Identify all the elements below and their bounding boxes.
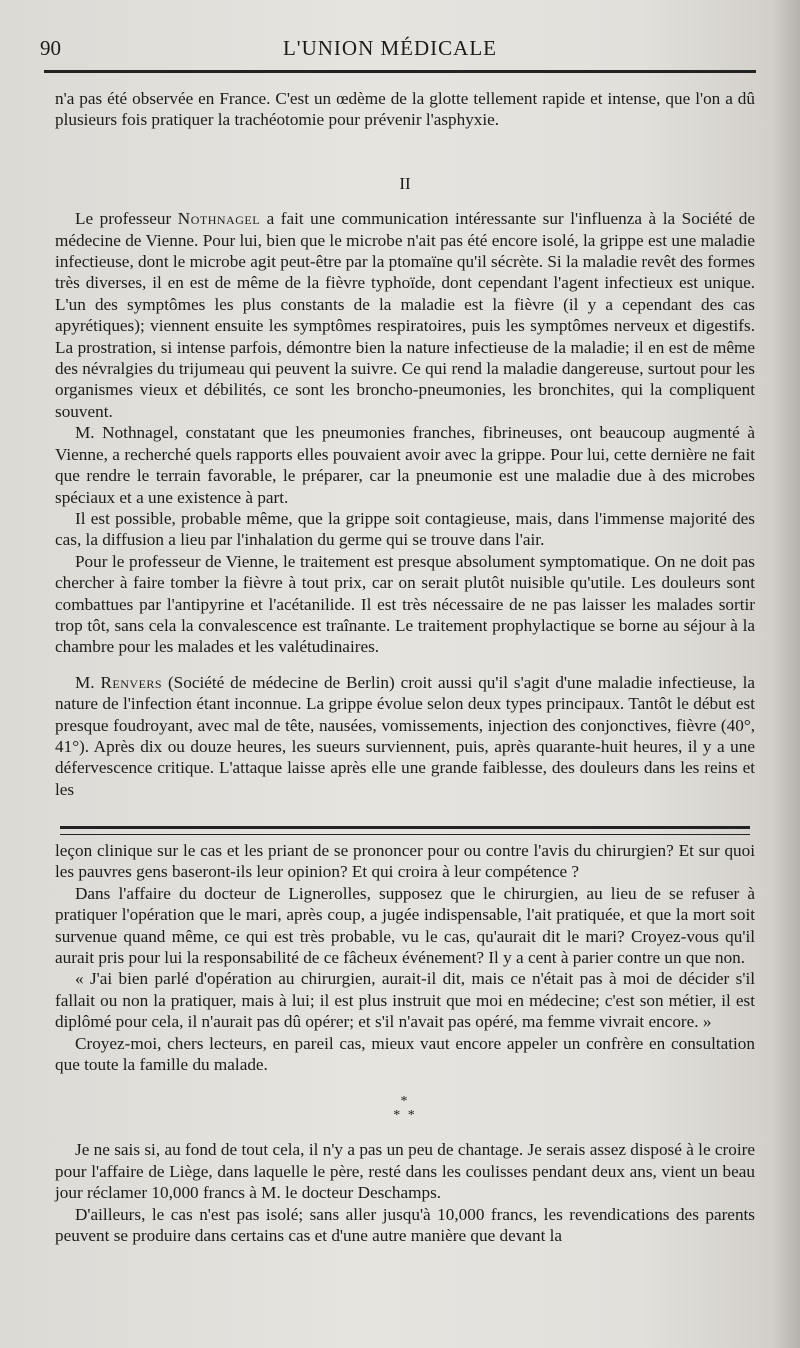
feuilleton-paragraph-6: D'ailleurs, le cas n'est pas isolé; sans aller jusqu'à 10,000 francs, les revendications des parents peuvent se produire dans certains cas et d'une autre manière que devant la xyxy=(55,1204,755,1246)
feuilleton-paragraph-1: leçon clinique sur le cas et les priant de se prononcer pour ou contre l'avis du chirurgien? Et sur quoi les pauvres gens baseront-ils leur opinion? Et qui croira à leur compétence ? xyxy=(55,841,755,882)
journal-title: L'UNION MÉDICALE xyxy=(282,36,497,60)
running-head xyxy=(40,36,740,64)
feuilleton-divider xyxy=(60,826,750,835)
paragraph-pneumonies: M. Nothnagel, constatant que les pneumonies franches, fibrineuses, ont beaucoup augmenté à Vienne, a recherché quels rapports elles pouvaient avoir avec la grippe. Pour lui, cette dernière ne fait que rendre le terrain favorable, le préparer, car la pneumonie est une maladie due à des microbes spéciaux et a une existence à part. xyxy=(55,423,755,507)
paragraph-nothnagel xyxy=(55,208,755,422)
page-number: 90 xyxy=(40,36,61,60)
section-number: II xyxy=(399,173,411,193)
paragraph-renvers xyxy=(55,672,755,800)
asterism xyxy=(55,1095,755,1123)
feuilleton-column xyxy=(55,840,755,1247)
feuilleton-paragraph-3: « J'ai bien parlé d'opération au chirurgien, aurait-il dit, mais ce n'était pas à moi de décider s'il fallait ou non la pratiquer, mais à lui; il est plus instruit que moi en médecine; c'est son métier, il est diplômé pour cela, il n'aurait pas dû opérer; et s'il n'avait pas opéré, ma femme vivrait encore. » xyxy=(55,969,755,1032)
asterism-top: * xyxy=(400,1094,410,1110)
author-name-nothnagel: Nothnagel xyxy=(177,209,261,229)
paragraph-gap xyxy=(55,658,755,672)
feuilleton-paragraph-4: Croyez-moi, chers lecteurs, en pareil cas, mieux vaut encore appeler un confrère en consultation que toute la famille du malade. xyxy=(55,1033,755,1075)
paragraph-lead: M. xyxy=(75,672,101,692)
author-name-renvers: Renvers xyxy=(100,672,163,692)
header-rule xyxy=(44,70,756,73)
paragraph-body: (Société de médecine de Berlin) croit aussi qu'il s'agit d'une maladie infectieuse, la nature de l'infection étant inconnue. La grippe évolue selon deux types principaux. Tantôt le début est presque foudroyant, avec mal de tête, nausées, vomissements, injection des conjonctives, fièvre (40°, 41°). Après dix ou douze heures, les sueurs surviennent, puis, après quarante-huit heures, il y a une défervescence critique. L'attaque laisse après elle une grande faiblesse, des douleurs dans les reins et les xyxy=(55,672,755,799)
paragraph-lead: Le professeur xyxy=(75,209,178,229)
paragraph-contagion: Il est possible, probable même, que la grippe soit contagieuse, mais, dans l'immense majorité des cas, la diffusion a lieu par l'inhalation du germe qui se trouve dans l'air. xyxy=(55,508,755,550)
asterism-bottom: * * xyxy=(393,1108,417,1124)
feuilleton-paragraph-2: Dans l'affaire du docteur de Lignerolles, supposez que le chirurgien, au lieu de se refuser à pratiquer l'opération que le mari, après coup, a jugée indispensable, l'ait pratiquée, et que la mort soit survenue quand même, ce qui est très probable, vu le cas, qu'aurait dit le mari? Croyez-vous qu'il aurait pris pour lui la responsabilité de ce fâcheux événement? Il y a cent à parier contre un que non. xyxy=(55,883,755,968)
intro-paragraph: n'a pas été observée en France. C'est un œdème de la glotte tellement rapide et intense, que l'on a dû plusieurs fois pratiquer la trachéotomie pour prévenir l'asphyxie. xyxy=(55,89,755,130)
page-edge-shadow xyxy=(772,0,800,1348)
paragraph-traitement: Pour le professeur de Vienne, le traitement est presque absolument symptomatique. On ne doit pas chercher à faire tomber la fièvre à tout prix, car on serait plutôt nuisible qu'utile. Les douleurs sont combattues par l'antipyrine et l'acétanilide. Il est très nécessaire de ne pas laisser les malades sortir trop tôt, sans cela la convalescence est traînante. Le traitement prophylactique se borne au séjour à la chambre pour les malades et les valétudinaires. xyxy=(55,551,755,657)
paragraph-body: a fait une communication intéressante sur l'influenza à la Société de médecine de Vienne. Pour lui, bien que le microbe n'ait pas été encore isolé, la grippe est une maladie infectieuse, dont le microbe agit peut-être par la ptomaïne qu'il sécrète. Si la maladie revêt des formes très diverses, il en est de même de la fièvre typhoïde, dont cependant l'agent infectieux est unique. L'un des symptômes les plus constants de la maladie est la fièvre (il y a cependant des cas apyrétiques); viennent ensuite les symptômes respiratoires, puis les symptômes nerveux et digestifs. La prostration, si intense parfois, démontre bien la nature infectieuse de la maladie; il en est de même des névralgies du trijumeau qui peuvent la suivre. Ce qui rend la maladie dangereuse, surtout pour les organismes vieux et débilités, ce sont les broncho-pneumonies, les bronchites, qui la compliquent souvent. xyxy=(55,209,755,421)
feuilleton-paragraph-5: Je ne sais si, au fond de tout cela, il n'y a pas un peu de chantage. Je serais assez disposé à le croire pour l'affaire de Liège, dans laquelle le père, resté dans les coulisses pendant deux ans, vient un beau jour réclamer 10,000 francs à M. le docteur Deschamps. xyxy=(55,1140,755,1203)
main-article xyxy=(55,88,755,800)
